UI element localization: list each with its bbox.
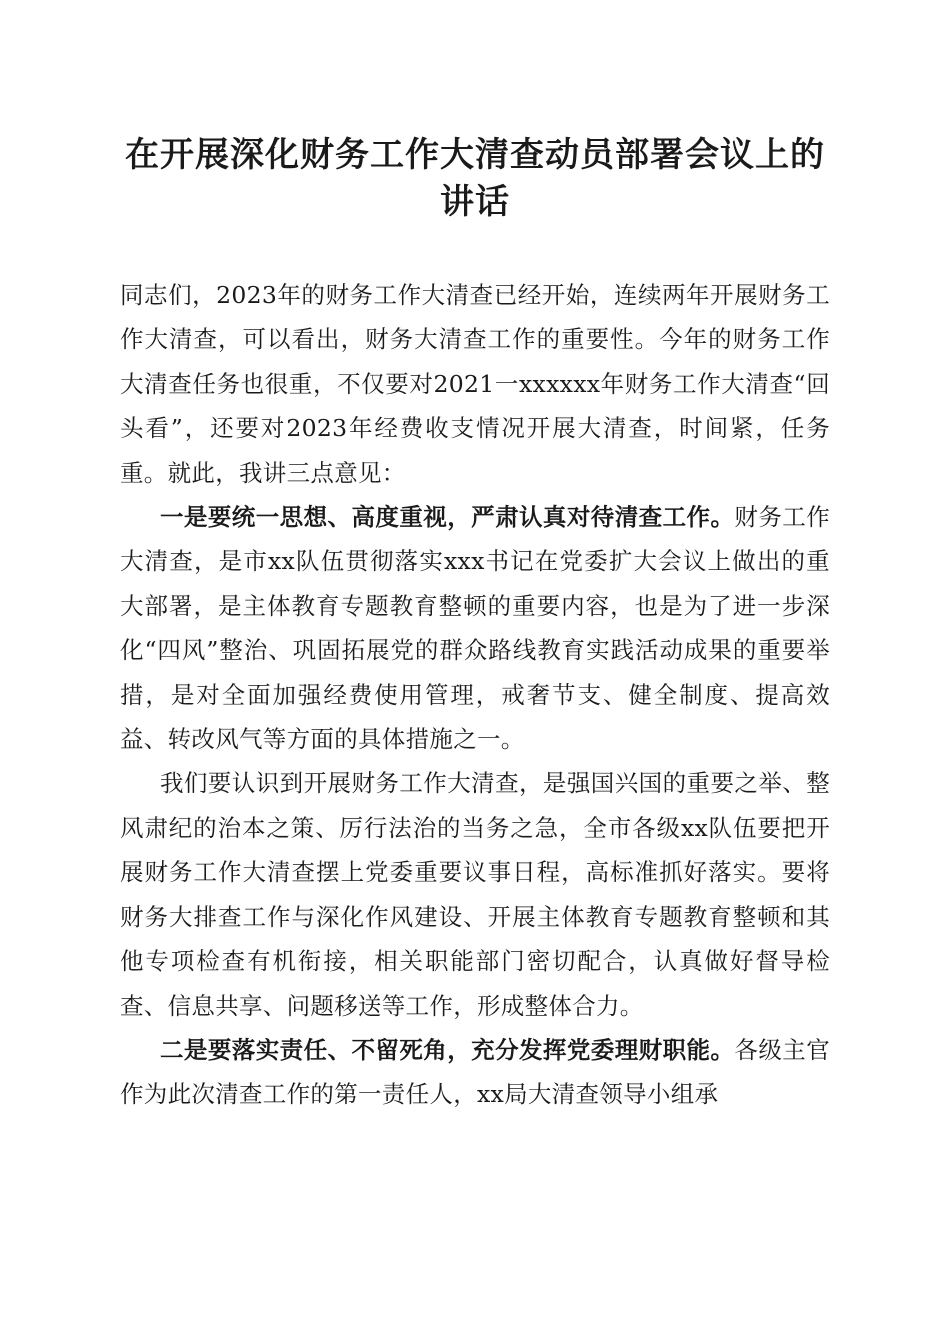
- paragraph-point-one-detail: [120, 761, 830, 1027]
- document-title: [110, 132, 840, 226]
- paragraph-point-two: [120, 1028, 830, 1117]
- paragraph-text: 同志们，2023年的财务工作大清查已经开始，连续两年开展财务工作大清查，可以看出，财务大清查工作的重要性。今年的财务工作大清查任务也很重，不仅要对2021一xxxxxx年财务工作大清查“回头看”，还要对2023年经费收支情况开展大清查，时间紧，任务重。就此，我讲三点意见：: [120, 281, 830, 487]
- paragraph-opening: [120, 273, 830, 495]
- paragraph-text: 各级主官作为此次清查工作的第一责任人，xx局大清查领导小组承: [120, 1035, 831, 1109]
- document-body: [120, 273, 830, 1117]
- paragraph-text: 我们要认识到开展财务工作大清查，是强国兴国的重要之举、整风肃纪的治本之策、厉行法治的当务之急，全市各级xx队伍要把开展财务工作大清查摆上党委重要议事日程，高标准抓好落实。要将财务大排查工作与深化作风建设、开展主体教育专题教育整顿和其他专项检查有机衔接，相关职能部门密切配合，认真做好督导检查、信息共享、问题移送等工作，形成整体合力。: [120, 769, 830, 1020]
- paragraph-text: 财务工作大清查，是市xx队伍贯彻落实xxx书记在党委扩大会议上做出的重大部署，是主体教育专题教育整顿的重要内容，也是为了进一步深化“四风”整治、巩固拓展党的群众路线教育实践活动成果的重要举措，是对全面加强经费使用管理，戒奢节支、健全制度、提高效益、转改风气等方面的具体措施之一。: [120, 503, 831, 754]
- title-line-1: 在开展深化财务工作大清查动员部署会议上的: [125, 135, 825, 175]
- paragraph-lead: 一是要统一思想、高度重视，严肃认真对待清查工作。: [160, 503, 735, 532]
- title-line-2: 讲话: [440, 182, 510, 222]
- paragraph-lead: 二是要落实责任、不留死角，充分发挥党委理财职能。: [160, 1035, 735, 1064]
- paragraph-point-one: [120, 495, 830, 761]
